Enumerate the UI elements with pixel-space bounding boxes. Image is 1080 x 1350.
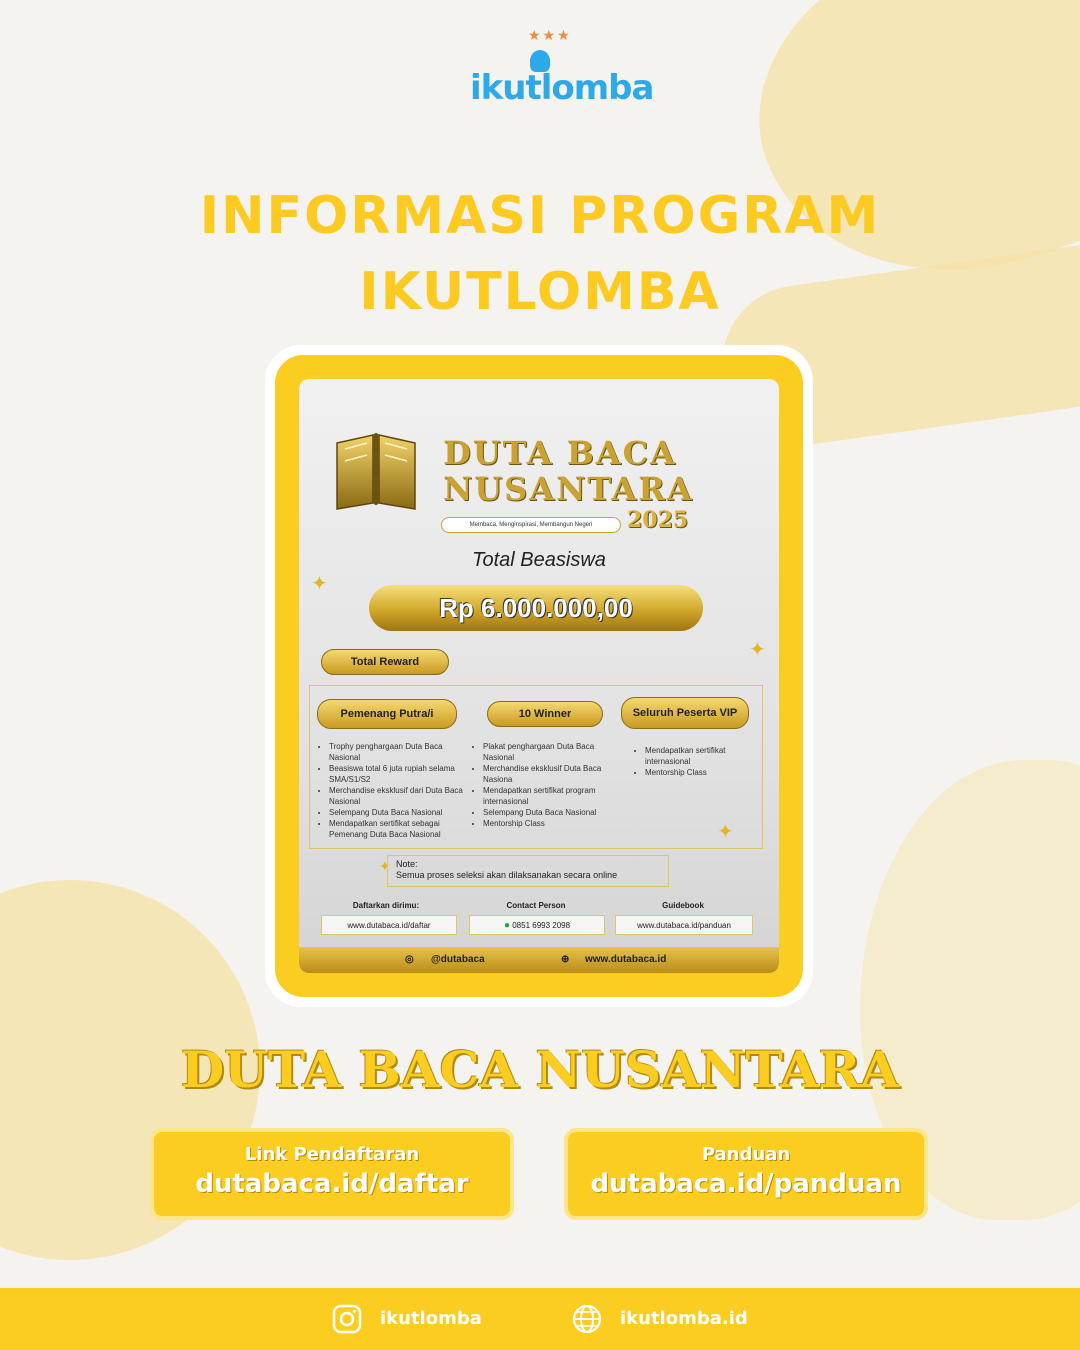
list-item: • Merchandise eksklusif dari Duta Baca Nasional (329, 785, 465, 807)
poster-title-line-2: NUSANTARA (443, 470, 694, 508)
logo-text: ikutlomba (470, 68, 654, 108)
category-title: Seluruh Peserta VIP (621, 697, 749, 729)
guide-link-value[interactable]: dutabaca.id/panduan (590, 1169, 902, 1199)
list-item: • Selempang Duta Baca Nasional (329, 807, 465, 818)
note-label: Note: (396, 859, 418, 869)
guide-link-label: Panduan (701, 1144, 791, 1165)
list-item: • Selempang Duta Baca Nasional (483, 807, 619, 818)
globe-icon (572, 1304, 602, 1334)
reward-list-vip (635, 745, 753, 778)
guide-link-card[interactable] (564, 1128, 928, 1220)
total-beasiswa-label: Total Beasiswa (472, 549, 606, 571)
footer-website[interactable]: ikutlomba.id (620, 1308, 748, 1329)
total-amount-banner: Rp 6.000.000,00 (369, 585, 703, 631)
list-item: • Mendapatkan sertifikat program internasional (483, 785, 619, 807)
note-text: Semua proses seleksi akan dilaksanakan secara online (396, 870, 618, 880)
category-title: Pemenang Putra/i (317, 699, 457, 729)
poster-frame[interactable] (265, 345, 813, 1007)
instagram-icon: ◎ (405, 954, 414, 965)
poster-instagram[interactable]: @dutabaca (431, 954, 485, 965)
sparkle-icon: ✦ (311, 571, 328, 595)
note-box (387, 855, 669, 887)
total-reward-pill: Total Reward (321, 649, 449, 675)
headline-line-2: IKUTLOMBA (359, 262, 721, 322)
footer-bar (0, 1288, 1080, 1350)
page-title (0, 178, 1080, 330)
whatsapp-icon: ● (503, 920, 510, 931)
sparkle-icon: ✦ (717, 819, 734, 843)
contact-number: 0851 6993 2098 (512, 921, 571, 930)
guidebook-label: Guidebook (662, 901, 704, 910)
poster-title-line-1: DUTA BACA (443, 434, 677, 472)
reward-list-winner (319, 741, 465, 840)
footer-instagram[interactable]: ikutlomba (380, 1308, 482, 1329)
logo-stars: ★★★ (528, 28, 572, 44)
list-item: • Plakat penghargaan Duta Baca Nasional (483, 741, 619, 763)
list-item: • Mendapatkan sertifikat sebagai Pemenang Duta Baca Nasional (329, 818, 465, 840)
list-item: • Merchandise eksklusif Duta Baca Nasiona (483, 763, 619, 785)
headline-line-1: INFORMASI PROGRAM (199, 186, 881, 246)
poster-border (275, 355, 803, 997)
book-icon (333, 431, 419, 511)
globe-icon: ⊕ (561, 954, 570, 965)
category-title: 10 Winner (487, 701, 603, 727)
poster-tagline: Membaca, Menginspirasi, Membangun Negeri (441, 517, 621, 533)
contact-box[interactable] (469, 915, 605, 935)
brand-logo[interactable] (470, 28, 654, 108)
sparkle-icon: ✦ (379, 859, 391, 875)
register-link[interactable]: www.dutabaca.id/daftar (321, 915, 457, 935)
list-item: • Mendapatkan sertifikat internasional (645, 745, 753, 767)
poster-image (299, 379, 779, 973)
list-item: • Mentorship Class (483, 818, 619, 829)
list-item: • Beasiswa total 6 juta rupiah selama SMA/S1/S2 (329, 763, 465, 785)
register-label: Daftarkan dirimu: (352, 901, 420, 910)
poster-website[interactable]: www.dutabaca.id (585, 954, 667, 965)
list-item: • Mentorship Class (645, 767, 753, 778)
instagram-icon (332, 1304, 362, 1334)
contact-label: Contact Person (506, 901, 566, 910)
poster-year: 2025 (627, 507, 689, 533)
poster-title (443, 435, 733, 507)
program-name: DUTA BACA NUSANTARA (180, 1040, 900, 1099)
registration-link-card[interactable] (150, 1128, 514, 1220)
list-item: • Trophy penghargaan Duta Baca Nasional (329, 741, 465, 763)
registration-link-value[interactable]: dutabaca.id/daftar (195, 1169, 469, 1199)
registration-link-label: Link Pendaftaran (244, 1144, 420, 1165)
sparkle-icon: ✦ (749, 637, 766, 661)
reward-list-10-winner (473, 741, 619, 829)
poster-bottom-bar (299, 947, 779, 973)
guidebook-link[interactable]: www.dutabaca.id/panduan (615, 915, 753, 935)
